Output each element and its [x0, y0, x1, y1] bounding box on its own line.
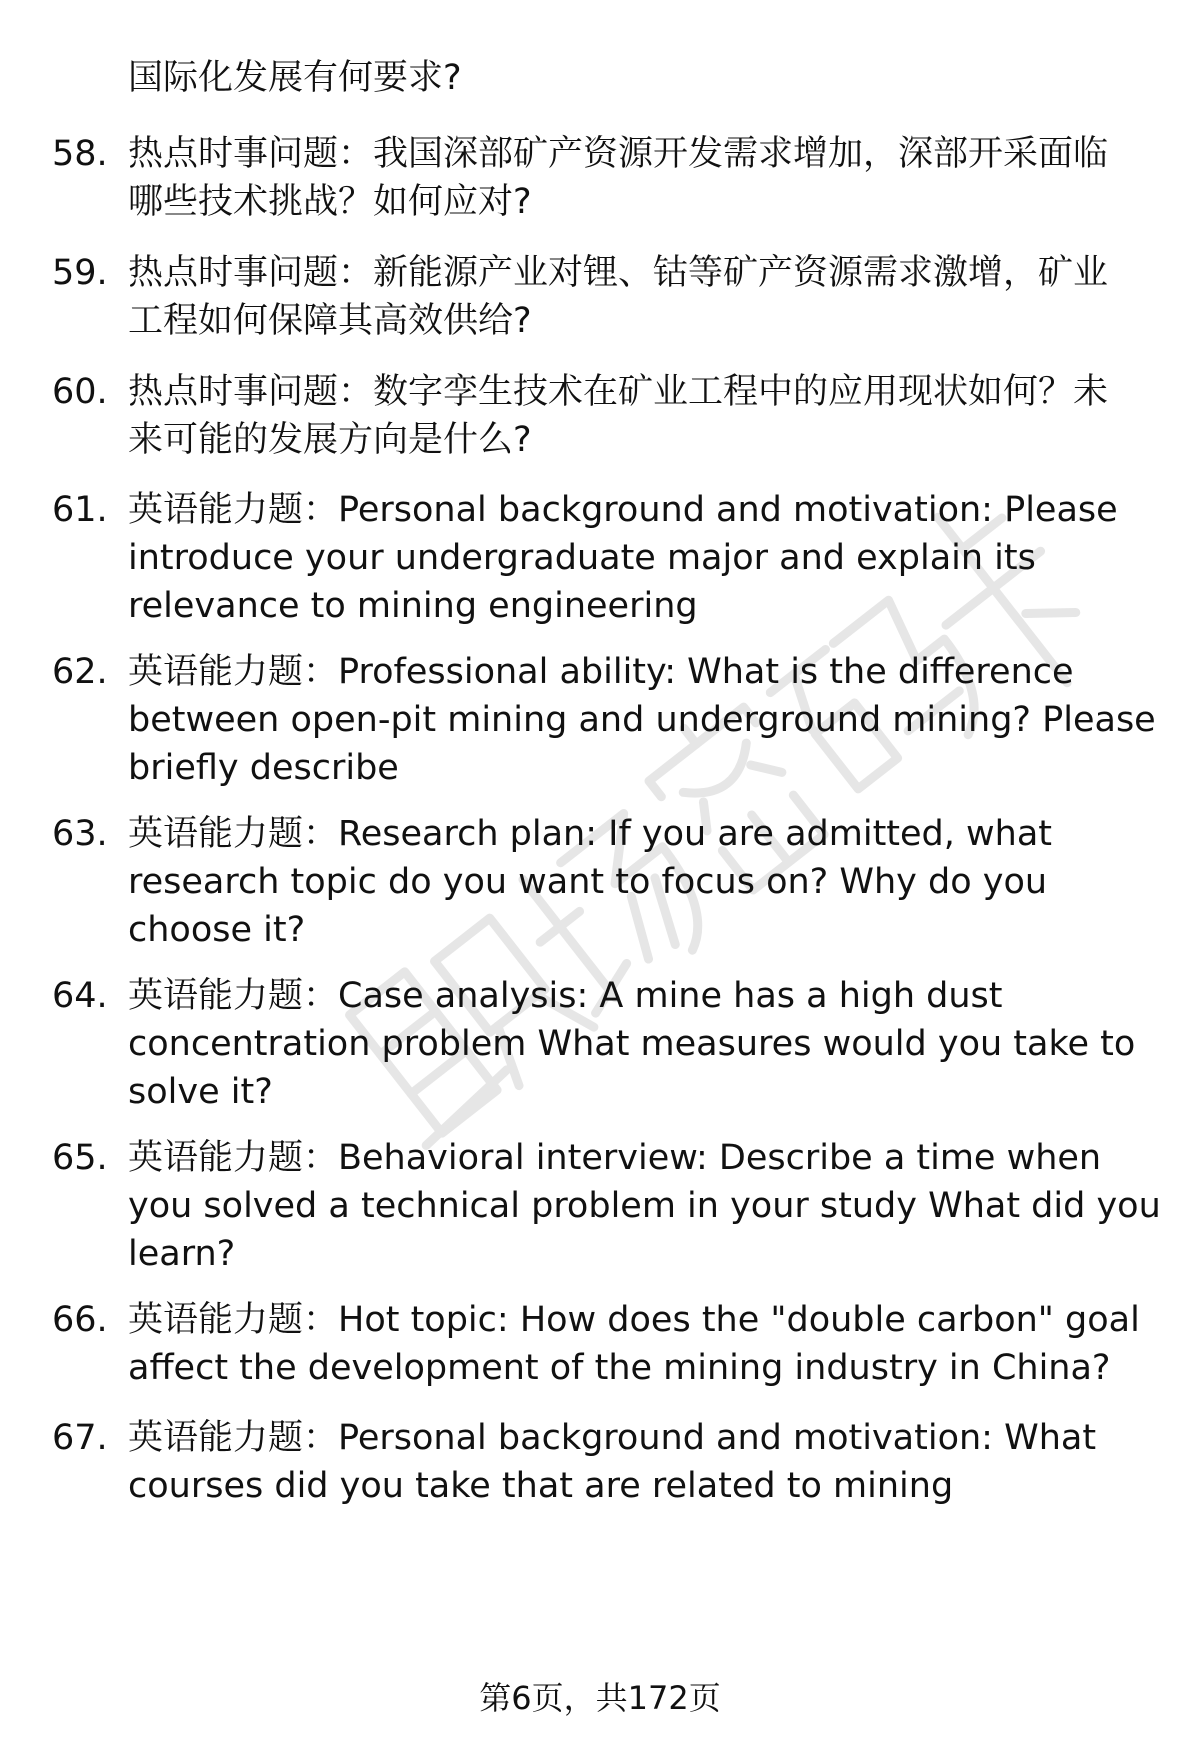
text-line: research topic do you want to focus on? Why do you: [128, 862, 1048, 902]
text-line: solve it?: [128, 1072, 273, 1112]
item-number: 60.: [52, 372, 108, 412]
text-line: courses did you take that are related to mining: [128, 1466, 954, 1506]
text-line: concentration problem What measures would you take to: [128, 1024, 1136, 1064]
text-line: 哪些技术挑战？如何应对?: [128, 182, 532, 222]
text-line: 热点时事问题：我国深部矿产资源开发需求增加，深部开采面临: [128, 134, 1109, 174]
item-number: 63.: [52, 814, 108, 854]
item-number: 61.: [52, 490, 108, 530]
text-line: 热点时事问题：数字孪生技术在矿业工程中的应用现状如何？未: [128, 372, 1109, 412]
text-line: 英语能力题：Case analysis: A mine has a high dust: [128, 976, 1003, 1016]
item-number: 67.: [52, 1418, 108, 1458]
text-line: 英语能力题：Professional ability: What is the difference: [128, 652, 1074, 692]
item-number: 66.: [52, 1300, 108, 1340]
text-line: 英语能力题：Behavioral interview: Describe a time when: [128, 1138, 1102, 1178]
text-line: 工程如何保障其高效供给?: [128, 301, 532, 341]
item-number: 62.: [52, 652, 108, 692]
text-line: relevance to mining engineering: [128, 586, 698, 626]
text-line: 英语能力题：Research plan: If you are admitted, what: [128, 814, 1052, 854]
item-number: 65.: [52, 1138, 108, 1178]
text-line: between open-pit mining and underground mining? Please: [128, 700, 1156, 740]
page-footer: 第6页，共172页: [479, 1679, 721, 1717]
text-line: you solved a technical problem in your study What did you: [128, 1186, 1161, 1226]
text-line: 英语能力题：Personal background and motivation: What: [128, 1418, 1097, 1458]
text-line: learn?: [128, 1234, 236, 1274]
text-line: choose it?: [128, 910, 306, 950]
item-number: 59.: [52, 253, 108, 293]
text-line: 英语能力题：Hot topic: How does the "double carbon" goal: [128, 1300, 1140, 1340]
item-number: 58.: [52, 134, 108, 174]
text-line: 来可能的发展方向是什么?: [128, 420, 532, 460]
item-number: 64.: [52, 976, 108, 1016]
text-line: 热点时事问题：新能源产业对锂、钴等矿产资源需求激增，矿业: [128, 253, 1109, 293]
text-line: 国际化发展有何要求?: [128, 58, 462, 98]
text-line: briefly describe: [128, 748, 399, 788]
text-line: 英语能力题：Personal background and motivation: Please: [128, 490, 1118, 530]
text-line: affect the development of the mining industry in China?: [128, 1348, 1111, 1388]
text-line: introduce your undergraduate major and explain its: [128, 538, 1036, 578]
